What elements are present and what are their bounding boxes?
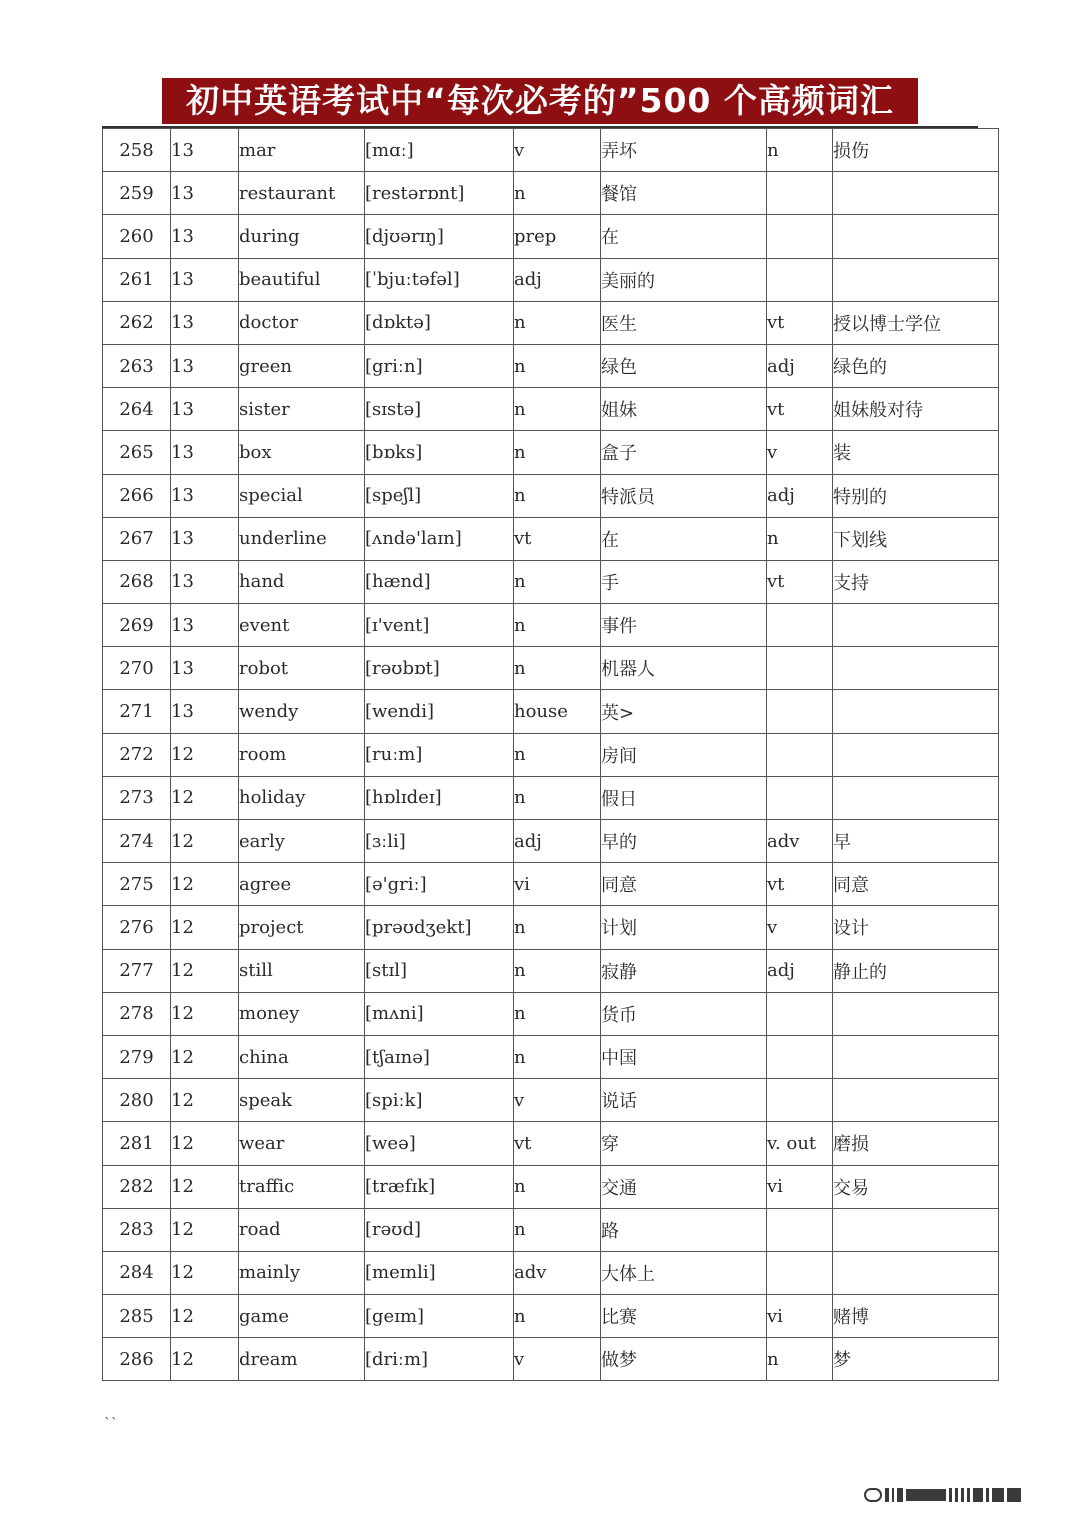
meaning-2-cell: 赌博 xyxy=(833,1295,999,1338)
row-number-cell: 261 xyxy=(103,258,171,301)
meaning-2-cell xyxy=(833,1251,999,1294)
table-row xyxy=(103,863,999,906)
phonetic-cell: [ə'griː] xyxy=(365,863,514,906)
table-row xyxy=(103,344,999,387)
word-cell: event xyxy=(239,604,365,647)
row-number-cell: 280 xyxy=(103,1079,171,1122)
phonetic-cell: [weə] xyxy=(365,1122,514,1165)
part-of-speech-1-cell: n xyxy=(514,172,601,215)
frequency-cell: 12 xyxy=(171,1338,239,1381)
row-number-cell: 274 xyxy=(103,820,171,863)
table-row xyxy=(103,1295,999,1338)
table-row xyxy=(103,1165,999,1208)
meaning-1-cell: 事件 xyxy=(601,604,767,647)
part-of-speech-2-cell: adj xyxy=(767,344,833,387)
table-row xyxy=(103,517,999,560)
phonetic-cell: [rəʊd] xyxy=(365,1208,514,1251)
part-of-speech-1-cell: n xyxy=(514,344,601,387)
meaning-1-cell: 交通 xyxy=(601,1165,767,1208)
row-number-cell: 267 xyxy=(103,517,171,560)
phonetic-cell: [prəʊdʒekt] xyxy=(365,906,514,949)
frequency-cell: 12 xyxy=(171,1165,239,1208)
meaning-1-cell: 房间 xyxy=(601,733,767,776)
frequency-cell: 12 xyxy=(171,1208,239,1251)
part-of-speech-2-cell: n xyxy=(767,1338,833,1381)
phonetic-cell: [driːm] xyxy=(365,1338,514,1381)
word-cell: room xyxy=(239,733,365,776)
table-row xyxy=(103,388,999,431)
phonetic-cell: [griːn] xyxy=(365,344,514,387)
phonetic-cell: [mʌni] xyxy=(365,992,514,1035)
phonetic-cell: [ʌndə'laɪn] xyxy=(365,517,514,560)
part-of-speech-1-cell: adv xyxy=(514,1251,601,1294)
word-cell: wendy xyxy=(239,690,365,733)
table-row xyxy=(103,129,999,172)
row-number-cell: 259 xyxy=(103,172,171,215)
part-of-speech-1-cell: v xyxy=(514,129,601,172)
meaning-1-cell: 弄坏 xyxy=(601,129,767,172)
word-cell: doctor xyxy=(239,301,365,344)
row-number-cell: 276 xyxy=(103,906,171,949)
row-number-cell: 271 xyxy=(103,690,171,733)
frequency-cell: 13 xyxy=(171,129,239,172)
row-number-cell: 283 xyxy=(103,1208,171,1251)
part-of-speech-2-cell xyxy=(767,992,833,1035)
part-of-speech-2-cell: adj xyxy=(767,949,833,992)
part-of-speech-2-cell: adv xyxy=(767,820,833,863)
phonetic-cell: [ruːm] xyxy=(365,733,514,776)
part-of-speech-2-cell xyxy=(767,172,833,215)
row-number-cell: 272 xyxy=(103,733,171,776)
word-cell: restaurant xyxy=(239,172,365,215)
part-of-speech-1-cell: house xyxy=(514,690,601,733)
word-cell: green xyxy=(239,344,365,387)
phonetic-cell: [spiːk] xyxy=(365,1079,514,1122)
word-cell: mar xyxy=(239,129,365,172)
part-of-speech-2-cell xyxy=(767,1079,833,1122)
word-cell: wear xyxy=(239,1122,365,1165)
part-of-speech-2-cell xyxy=(767,1208,833,1251)
word-cell: dream xyxy=(239,1338,365,1381)
part-of-speech-1-cell: vt xyxy=(514,517,601,560)
part-of-speech-1-cell: n xyxy=(514,1035,601,1078)
word-cell: game xyxy=(239,1295,365,1338)
phonetic-cell: [djʊərɪŋ] xyxy=(365,215,514,258)
phonetic-cell: [wendi] xyxy=(365,690,514,733)
table-row xyxy=(103,1338,999,1381)
meaning-2-cell xyxy=(833,604,999,647)
meaning-1-cell: 手 xyxy=(601,560,767,603)
part-of-speech-2-cell: vt xyxy=(767,560,833,603)
table-row xyxy=(103,431,999,474)
meaning-1-cell: 假日 xyxy=(601,776,767,819)
frequency-cell: 12 xyxy=(171,733,239,776)
meaning-1-cell: 医生 xyxy=(601,301,767,344)
part-of-speech-2-cell: v. out xyxy=(767,1122,833,1165)
part-of-speech-2-cell: vi xyxy=(767,1295,833,1338)
table-row xyxy=(103,258,999,301)
meaning-1-cell: 美丽的 xyxy=(601,258,767,301)
table-row xyxy=(103,820,999,863)
table-row xyxy=(103,992,999,1035)
frequency-cell: 13 xyxy=(171,647,239,690)
part-of-speech-1-cell: adj xyxy=(514,820,601,863)
row-number-cell: 260 xyxy=(103,215,171,258)
meaning-2-cell: 支持 xyxy=(833,560,999,603)
meaning-2-cell xyxy=(833,215,999,258)
part-of-speech-2-cell xyxy=(767,1251,833,1294)
word-cell: money xyxy=(239,992,365,1035)
part-of-speech-1-cell: n xyxy=(514,388,601,431)
part-of-speech-2-cell xyxy=(767,258,833,301)
part-of-speech-1-cell: n xyxy=(514,647,601,690)
page-title: 初中英语考试中“每次必考的”500 个高频词汇 xyxy=(162,78,918,124)
frequency-cell: 13 xyxy=(171,172,239,215)
part-of-speech-1-cell: n xyxy=(514,949,601,992)
part-of-speech-2-cell: n xyxy=(767,517,833,560)
table-row xyxy=(103,733,999,776)
vocab-table xyxy=(102,128,999,1381)
frequency-cell: 12 xyxy=(171,906,239,949)
row-number-cell: 275 xyxy=(103,863,171,906)
meaning-1-cell: 大体上 xyxy=(601,1251,767,1294)
frequency-cell: 12 xyxy=(171,1251,239,1294)
meaning-1-cell: 货币 xyxy=(601,992,767,1035)
meaning-2-cell xyxy=(833,690,999,733)
part-of-speech-1-cell: v xyxy=(514,1079,601,1122)
table-row xyxy=(103,474,999,517)
phonetic-cell: [stɪl] xyxy=(365,949,514,992)
meaning-2-cell: 绿色的 xyxy=(833,344,999,387)
part-of-speech-1-cell: prep xyxy=(514,215,601,258)
frequency-cell: 12 xyxy=(171,1035,239,1078)
meaning-1-cell: 同意 xyxy=(601,863,767,906)
frequency-cell: 13 xyxy=(171,517,239,560)
vocab-table-body xyxy=(103,129,999,1381)
meaning-1-cell: 英> xyxy=(601,690,767,733)
meaning-2-cell xyxy=(833,172,999,215)
table-row xyxy=(103,1079,999,1122)
meaning-2-cell: 交易 xyxy=(833,1165,999,1208)
row-number-cell: 279 xyxy=(103,1035,171,1078)
row-number-cell: 266 xyxy=(103,474,171,517)
row-number-cell: 281 xyxy=(103,1122,171,1165)
meaning-2-cell xyxy=(833,647,999,690)
table-row xyxy=(103,690,999,733)
word-cell: agree xyxy=(239,863,365,906)
row-number-cell: 273 xyxy=(103,776,171,819)
meaning-2-cell: 装 xyxy=(833,431,999,474)
phonetic-cell: [geɪm] xyxy=(365,1295,514,1338)
row-number-cell: 286 xyxy=(103,1338,171,1381)
meaning-2-cell: 早 xyxy=(833,820,999,863)
frequency-cell: 13 xyxy=(171,431,239,474)
row-number-cell: 264 xyxy=(103,388,171,431)
word-cell: holiday xyxy=(239,776,365,819)
part-of-speech-1-cell: vi xyxy=(514,863,601,906)
meaning-2-cell xyxy=(833,1079,999,1122)
part-of-speech-2-cell xyxy=(767,604,833,647)
row-number-cell: 277 xyxy=(103,949,171,992)
meaning-1-cell: 在 xyxy=(601,517,767,560)
frequency-cell: 13 xyxy=(171,560,239,603)
frequency-cell: 12 xyxy=(171,949,239,992)
frequency-cell: 13 xyxy=(171,388,239,431)
row-number-cell: 285 xyxy=(103,1295,171,1338)
table-row xyxy=(103,1122,999,1165)
row-number-cell: 270 xyxy=(103,647,171,690)
row-number-cell: 263 xyxy=(103,344,171,387)
phonetic-cell: [hænd] xyxy=(365,560,514,603)
meaning-2-cell: 特别的 xyxy=(833,474,999,517)
row-number-cell: 284 xyxy=(103,1251,171,1294)
word-cell: traffic xyxy=(239,1165,365,1208)
watermark-icon xyxy=(864,1486,1054,1504)
meaning-1-cell: 餐馆 xyxy=(601,172,767,215)
meaning-2-cell: 梦 xyxy=(833,1338,999,1381)
part-of-speech-2-cell xyxy=(767,215,833,258)
row-number-cell: 268 xyxy=(103,560,171,603)
frequency-cell: 12 xyxy=(171,776,239,819)
phonetic-cell: [ɪ'vent] xyxy=(365,604,514,647)
meaning-1-cell: 在 xyxy=(601,215,767,258)
row-number-cell: 258 xyxy=(103,129,171,172)
word-cell: sister xyxy=(239,388,365,431)
frequency-cell: 13 xyxy=(171,604,239,647)
phonetic-cell: [mɑː] xyxy=(365,129,514,172)
meaning-2-cell: 姐妹般对待 xyxy=(833,388,999,431)
meaning-2-cell xyxy=(833,1208,999,1251)
frequency-cell: 12 xyxy=(171,1295,239,1338)
part-of-speech-1-cell: n xyxy=(514,1295,601,1338)
table-row xyxy=(103,647,999,690)
phonetic-cell: [restərɒnt] xyxy=(365,172,514,215)
part-of-speech-1-cell: vt xyxy=(514,1122,601,1165)
part-of-speech-2-cell: vt xyxy=(767,301,833,344)
table-row xyxy=(103,215,999,258)
phonetic-cell: [dɒktə] xyxy=(365,301,514,344)
meaning-1-cell: 说话 xyxy=(601,1079,767,1122)
table-row xyxy=(103,1208,999,1251)
phonetic-cell: [ɜːli] xyxy=(365,820,514,863)
word-cell: mainly xyxy=(239,1251,365,1294)
meaning-1-cell: 姐妹 xyxy=(601,388,767,431)
part-of-speech-2-cell: vt xyxy=(767,863,833,906)
part-of-speech-1-cell: n xyxy=(514,776,601,819)
word-cell: during xyxy=(239,215,365,258)
word-cell: road xyxy=(239,1208,365,1251)
word-cell: project xyxy=(239,906,365,949)
meaning-2-cell: 同意 xyxy=(833,863,999,906)
part-of-speech-1-cell: n xyxy=(514,431,601,474)
table-row xyxy=(103,949,999,992)
phonetic-cell: [sɪstə] xyxy=(365,388,514,431)
part-of-speech-2-cell xyxy=(767,690,833,733)
frequency-cell: 12 xyxy=(171,863,239,906)
part-of-speech-1-cell: n xyxy=(514,474,601,517)
word-cell: underline xyxy=(239,517,365,560)
meaning-2-cell: 损伤 xyxy=(833,129,999,172)
phonetic-cell: [meɪnli] xyxy=(365,1251,514,1294)
part-of-speech-1-cell: v xyxy=(514,1338,601,1381)
table-row xyxy=(103,906,999,949)
part-of-speech-2-cell xyxy=(767,776,833,819)
frequency-cell: 13 xyxy=(171,690,239,733)
word-cell: china xyxy=(239,1035,365,1078)
part-of-speech-1-cell: n xyxy=(514,992,601,1035)
footer-mark: `` xyxy=(104,1416,118,1432)
phonetic-cell: [hɒlɪdeɪ] xyxy=(365,776,514,819)
word-cell: still xyxy=(239,949,365,992)
frequency-cell: 13 xyxy=(171,215,239,258)
part-of-speech-1-cell: n xyxy=(514,733,601,776)
meaning-2-cell: 授以博士学位 xyxy=(833,301,999,344)
part-of-speech-2-cell: v xyxy=(767,431,833,474)
word-cell: box xyxy=(239,431,365,474)
phonetic-cell: [speʃl] xyxy=(365,474,514,517)
table-row xyxy=(103,172,999,215)
meaning-2-cell: 静止的 xyxy=(833,949,999,992)
meaning-1-cell: 比赛 xyxy=(601,1295,767,1338)
meaning-1-cell: 计划 xyxy=(601,906,767,949)
frequency-cell: 12 xyxy=(171,1079,239,1122)
part-of-speech-1-cell: n xyxy=(514,604,601,647)
row-number-cell: 265 xyxy=(103,431,171,474)
row-number-cell: 262 xyxy=(103,301,171,344)
table-row xyxy=(103,1251,999,1294)
part-of-speech-1-cell: n xyxy=(514,301,601,344)
meaning-2-cell: 磨损 xyxy=(833,1122,999,1165)
table-row xyxy=(103,776,999,819)
table-row xyxy=(103,560,999,603)
row-number-cell: 278 xyxy=(103,992,171,1035)
row-number-cell: 282 xyxy=(103,1165,171,1208)
meaning-1-cell: 特派员 xyxy=(601,474,767,517)
meaning-1-cell: 路 xyxy=(601,1208,767,1251)
meaning-1-cell: 寂静 xyxy=(601,949,767,992)
part-of-speech-2-cell: adj xyxy=(767,474,833,517)
meaning-1-cell: 机器人 xyxy=(601,647,767,690)
part-of-speech-1-cell: n xyxy=(514,1208,601,1251)
frequency-cell: 13 xyxy=(171,301,239,344)
word-cell: robot xyxy=(239,647,365,690)
word-cell: early xyxy=(239,820,365,863)
word-cell: speak xyxy=(239,1079,365,1122)
meaning-1-cell: 中国 xyxy=(601,1035,767,1078)
part-of-speech-2-cell xyxy=(767,733,833,776)
frequency-cell: 12 xyxy=(171,1122,239,1165)
meaning-2-cell: 下划线 xyxy=(833,517,999,560)
frequency-cell: 13 xyxy=(171,344,239,387)
meaning-1-cell: 绿色 xyxy=(601,344,767,387)
phonetic-cell: [rəʊbɒt] xyxy=(365,647,514,690)
part-of-speech-1-cell: n xyxy=(514,1165,601,1208)
frequency-cell: 13 xyxy=(171,474,239,517)
table-row xyxy=(103,604,999,647)
row-number-cell: 269 xyxy=(103,604,171,647)
meaning-2-cell xyxy=(833,992,999,1035)
phonetic-cell: [tʃaɪnə] xyxy=(365,1035,514,1078)
part-of-speech-2-cell: vi xyxy=(767,1165,833,1208)
part-of-speech-2-cell: v xyxy=(767,906,833,949)
meaning-2-cell xyxy=(833,776,999,819)
part-of-speech-1-cell: n xyxy=(514,560,601,603)
meaning-1-cell: 早的 xyxy=(601,820,767,863)
phonetic-cell: [ˈbjuːtəfəl] xyxy=(365,258,514,301)
table-row xyxy=(103,301,999,344)
phonetic-cell: [bɒks] xyxy=(365,431,514,474)
part-of-speech-2-cell xyxy=(767,1035,833,1078)
meaning-2-cell xyxy=(833,258,999,301)
frequency-cell: 12 xyxy=(171,992,239,1035)
frequency-cell: 12 xyxy=(171,820,239,863)
word-cell: special xyxy=(239,474,365,517)
frequency-cell: 13 xyxy=(171,258,239,301)
phonetic-cell: [træfɪk] xyxy=(365,1165,514,1208)
meaning-2-cell: 设计 xyxy=(833,906,999,949)
word-cell: hand xyxy=(239,560,365,603)
part-of-speech-2-cell: n xyxy=(767,129,833,172)
meaning-1-cell: 做梦 xyxy=(601,1338,767,1381)
part-of-speech-1-cell: n xyxy=(514,906,601,949)
meaning-1-cell: 穿 xyxy=(601,1122,767,1165)
meaning-2-cell xyxy=(833,1035,999,1078)
meaning-2-cell xyxy=(833,733,999,776)
table-row xyxy=(103,1035,999,1078)
meaning-1-cell: 盒子 xyxy=(601,431,767,474)
part-of-speech-2-cell: vt xyxy=(767,388,833,431)
word-cell: beautiful xyxy=(239,258,365,301)
part-of-speech-2-cell xyxy=(767,647,833,690)
part-of-speech-1-cell: adj xyxy=(514,258,601,301)
